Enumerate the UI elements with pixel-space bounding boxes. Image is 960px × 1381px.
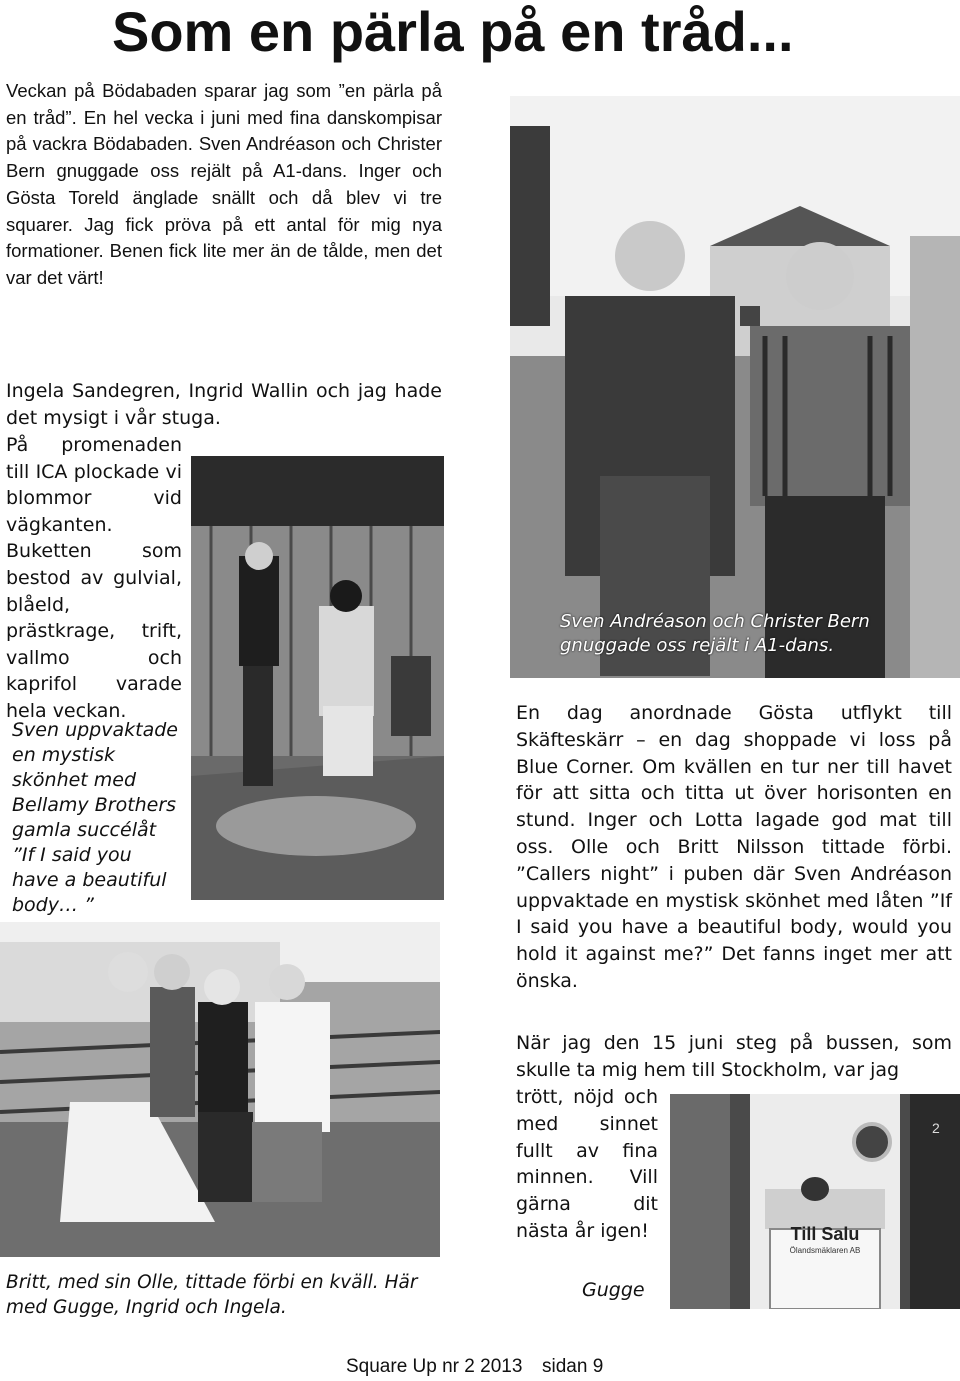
- week-paragraph: En dag anordnade Gösta utflykt till Skäfteskärr – en dag shoppade vi loss på Blue Corner. Om kvällen en tur ner till havet för att sitta och titta ut över horisonten en stund. Inger och Lotta lagade god mat till oss. Olle och Britt Nilsson tittade förbi. ”Callers night” i puben där Sven Andréason uppvaktade en mystisk skönhet med låten ”If I said you have a beautiful body, would you hold it against me?” Det fanns inget mer att önska.: [516, 702, 952, 992]
- journey-paragraph: När jag den 15 juni steg på bussen, som skulle ta mig hem till Stockholm, var jag: [516, 1032, 952, 1081]
- door-number: 2: [932, 1120, 940, 1136]
- page-title: Som en pärla på en tråd...: [112, 0, 794, 63]
- women-photo: [0, 922, 440, 1257]
- memories-paragraph: trött, nöjd och med sinnet fullt av fina minnen. Vill gärna dit nästa år igen!: [516, 1086, 658, 1242]
- flowers-paragraph: På promenaden till ICA plockade vi blommor vid vägkanten. Buketten som bestod av gulvial, blåeld, prästkrage, trift, vallmo och kaprifol varade hela veckan.: [6, 434, 182, 722]
- women-caption: Britt, med sin Olle, tittade förbi en kväll. Här med Gugge, Ingrid och Ingela.: [6, 1272, 418, 1318]
- men-photo: [510, 96, 960, 678]
- gugge-caption: Gugge: [582, 1279, 645, 1301]
- cottage-paragraph: Ingela Sandegren, Ingrid Wallin och jag hade det mysigt i vår stuga.: [6, 380, 442, 429]
- stage-photo: [191, 456, 444, 900]
- men-caption: Sven Andréason och Christer Bern gnuggade oss rejält i A1-dans.: [560, 611, 870, 656]
- sale-sign-subtext: Ölandsmäklaren AB: [789, 1246, 861, 1255]
- sale-sign-text: Till Salu: [790, 1224, 860, 1244]
- cabin-photo: [670, 1094, 960, 1309]
- footer-magazine: Square Up nr 2 2013: [346, 1356, 523, 1377]
- stage-caption: Sven uppvaktade en mystisk skönhet med Bellamy Brothers gamla succélåt ”If I said you have a beautiful body… ”: [12, 719, 178, 916]
- intro-paragraph: Veckan på Bödabaden sparar jag som ”en pärla på en tråd”. En hel vecka i juni med fina danskompisar på vackra Bödabaden. Sven Andréason och Christer Bern gnuggade oss rejält på A1-dans. Inger och Gösta Toreld änglade snällt och då blev vi tre squarer. Jag fick pröva på ett antal för mig nya formationer. Benen fick lite mer än de tålde, men det var det värt!: [6, 80, 442, 288]
- footer-page-number: sidan 9: [542, 1356, 604, 1377]
